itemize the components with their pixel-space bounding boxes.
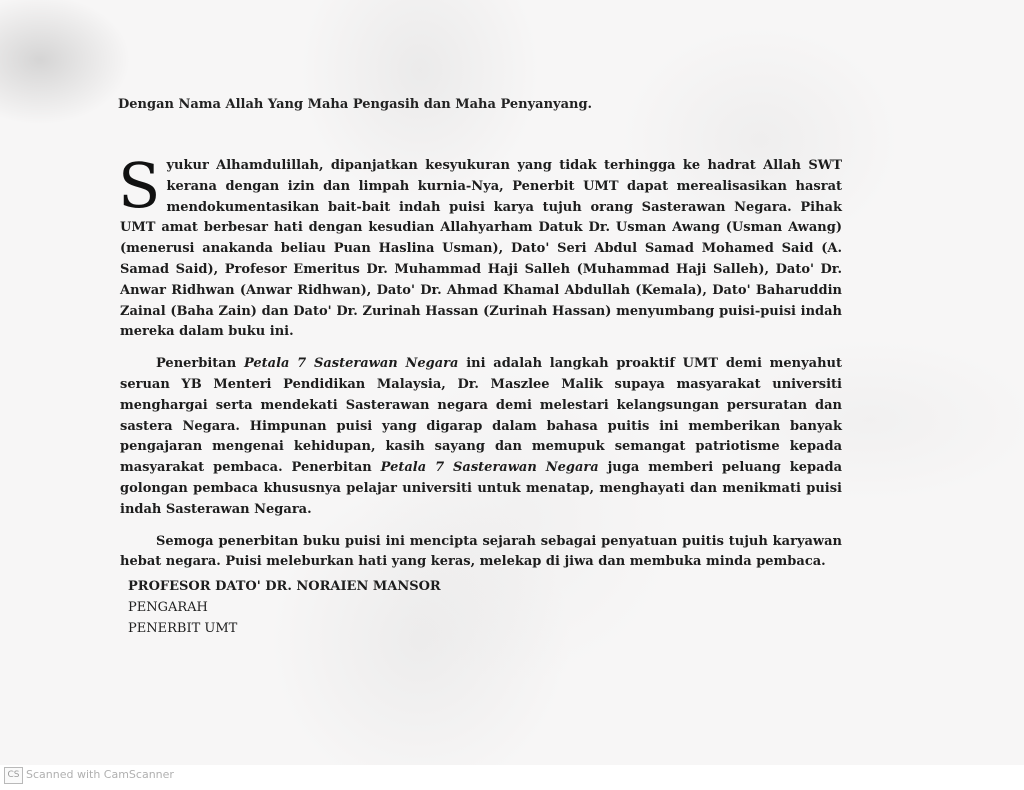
paragraph-3: Semoga penerbitan buku puisi ini mencipta sejarah sebagai penyatuan puitis tujuh karyawan hebat negara. Puisi meleburkan hati yang keras, melekap di jiwa dan membuka minda pembaca. bbox=[120, 533, 842, 570]
camscanner-logo-icon: CS bbox=[4, 767, 23, 784]
paragraph-2 bbox=[120, 354, 842, 520]
greeting-line: Dengan Nama Allah Yang Maha Pengasih dan Maha Penyanyang. bbox=[118, 97, 593, 112]
signatory-organization: PENERBIT UMT bbox=[128, 621, 238, 636]
paragraph-2-part-2: ini adalah langkah proaktif UMT demi menyahut seruan YB Menteri Pendidikan Malaysia, Dr. Maszlee Malik supaya masyarakat universiti menghargai serta mendekati Sasterawan negara demi melestari kelangsungan persuratan dan sastera Negara. Himpunan puisi yang digarap dalam bahasa puitis ini memberikan banyak pengajaran mengenai kehidupan, kasih sayang dan memupuk semangat patriotisme kepada masyarakat pembaca. Penerbitan bbox=[120, 356, 842, 476]
paragraph-2-part-3: juga memberi peluang kepada golongan pembaca khususnya pelajar universiti untuk menatap, menghayati dan menikmati puisi indah Sasterawan Negara. bbox=[120, 460, 843, 517]
book-title: Petala 7 Sasterawan Negara bbox=[380, 460, 599, 476]
paragraph-2-part-1: Penerbitan bbox=[156, 356, 244, 372]
camscanner-watermark: Scanned with CamScanner bbox=[26, 768, 174, 781]
paragraph-1-text: yukur Alhamdulillah, dipanjatkan kesyukuran yang tidak terhingga ke hadrat Allah SWT kerana dengan izin dan limpah kurnia-Nya, Penerbit UMT dapat merealisasikan hasrat mendokumentasikan bait-bait indah puisi karya tujuh orang Sasterawan Negara. Pihak UMT amat berbesar hati dengan kesudian Allahyarham Datuk Dr. Usman Awang (Usman Awang) (menerusi anakanda beliau Puan Haslina Usman), Dato' Seri Abdul Samad Mohamed Said (A. Samad Said), Profesor Emeritus Dr. Muhammad Haji Salleh (Muhammad Haji Salleh), Dato' Dr. Anwar Ridhwan (Anwar Ridhwan), Dato' Dr. Ahmad Khamal Abdullah (Kemala), Dato' Baharuddin Zainal (Baha Zain) dan Dato' Dr. Zurinah Hassan (Zurinah Hassan) menyumbang puisi-puisi indah mereka dalam buku ini. bbox=[120, 158, 842, 340]
signatory-title: PENGARAH bbox=[128, 600, 208, 615]
letter-body bbox=[118, 149, 843, 573]
signatory-name: PROFESOR DATO' DR. NORAIEN MANSOR bbox=[128, 579, 441, 594]
drop-cap: S bbox=[118, 149, 161, 222]
book-title: Petala 7 Sasterawan Negara bbox=[243, 356, 459, 372]
paragraph-1 bbox=[118, 149, 842, 343]
signature-block bbox=[128, 576, 441, 639]
